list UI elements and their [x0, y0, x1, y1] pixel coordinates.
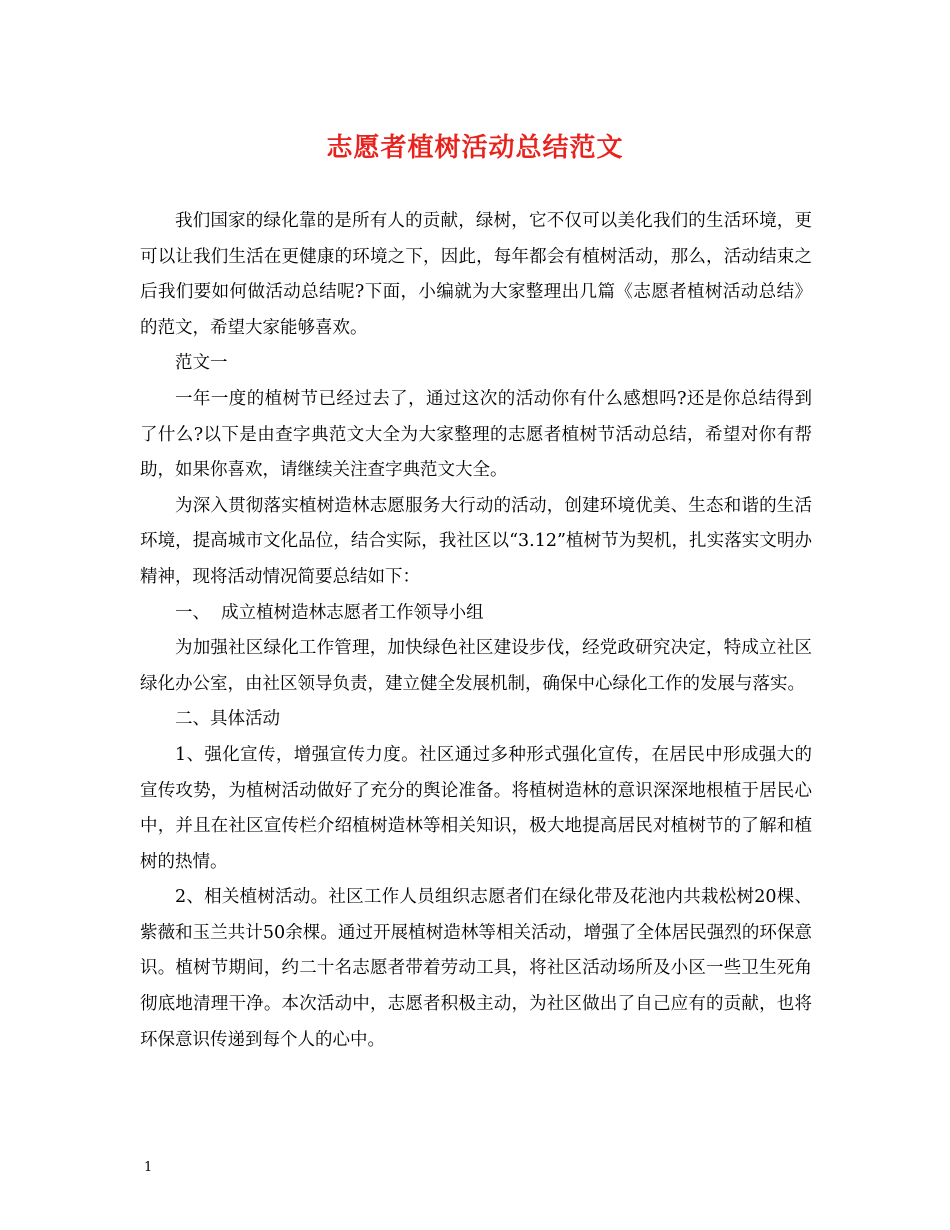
body-paragraph: 2、相关植树活动。社区工作人员组织志愿者们在绿化带及花池内共栽松树20棵、紫薇和玉兰共计50余棵。通过开展植树造林等相关活动，增强了全体居民强烈的环保意识。植树节期间，约二十名志愿者带着劳动工具，将社区活动场所及小区一些卫生死角彻底地清理干净。本次活动中，志愿者积极主动，为社区做出了自己应有的贡献，也将环保意识传递到每个人的心中。: [140, 887, 812, 1050]
page-number: 1: [144, 1160, 153, 1175]
section-heading-sample-one: 范文一: [175, 353, 228, 374]
body-paragraph: 为深入贯彻落实植树造林志愿服务大行动的活动，创建环境优美、生态和谐的生活环境，提高城市文化品位，结合实际，我社区以“3.12”植树节为契机，扎实落实文明办精神，现将活动情况简要总结如下：: [140, 495, 812, 587]
body-paragraph: 为加强社区绿化工作管理，加快绿色社区建设步伐，经党政研究决定，特成立社区绿化办公室，由社区领导负责，建立健全发展机制，确保中心绿化工作的发展与落实。: [140, 638, 812, 694]
body-paragraph: 一年一度的植树节已经过去了，通过这次的活动你有什么感想吗?还是你总结得到了什么?以下是由查字典范文大全为大家整理的志愿者植树节活动总结，希望对你有帮助，如果你喜欢，请继续关注查字典范文大全。: [140, 388, 812, 481]
document-title: 志愿者植树活动总结范文: [326, 133, 624, 163]
body-paragraph: 1、强化宣传，增强宣传力度。社区通过多种形式强化宣传，在居民中形成强大的宣传攻势，为植树活动做好了充分的舆论准备。将植树造林的意识深深地根植于居民心中，并且在社区宣传栏介绍植树造林等相关知识，极大地提高居民对植树节的了解和植树的热情。: [140, 744, 812, 872]
intro-paragraph: 我们国家的绿化靠的是所有人的贡献，绿树，它不仅可以美化我们的生活环境，更可以让我们生活在更健康的环境之下，因此，每年都会有植树活动，那么，活动结束之后我们要如何做活动总结呢?下面，小编就为大家整理出几篇《志愿者植树活动总结》的范文，希望大家能够喜欢。: [140, 211, 812, 338]
section-heading-activities: 二、具体活动: [175, 709, 280, 730]
section-heading-leadership-group: 一、 成立植树造林志愿者工作领导小组: [175, 602, 484, 623]
document-body: [140, 204, 812, 1058]
